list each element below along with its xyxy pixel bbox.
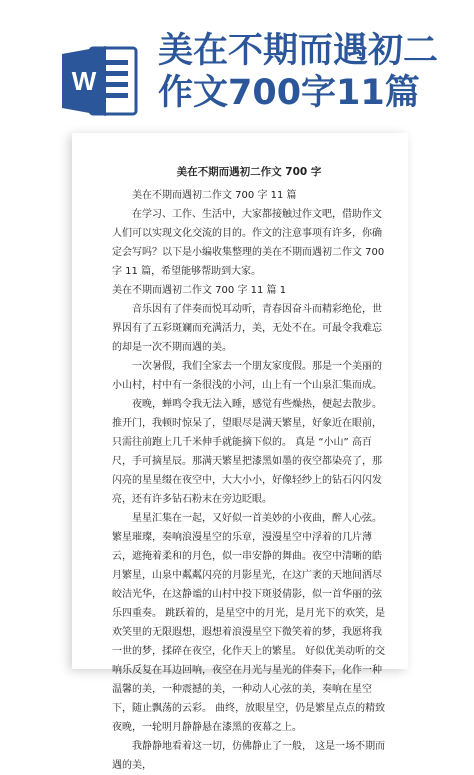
title-line-1: 美在不期而遇初二 — [158, 31, 439, 71]
page-header — [0, 0, 474, 118]
doc-paragraph: 夜晚，蝉鸣令我无法入睡，感觉有些燥热，便起去散步。推开门，我顿时惊呆了，望眼尽是满天繁星，好象近在眼前，只需往前跑上几千米伸手就能摘下似的。 真是 “小山” 高百尺，手可摘星辰。那满天繁星把漆黑如墨的夜空都染亮了，那闪亮的星星缀在夜空中，大大小小，好像轻纱上的钻石闪闪发亮，还有许多钻石粉末在旁边眨眼。 — [112, 399, 382, 505]
doc-paragraph: 星星汇集在一起，又好似一首美妙的小夜曲，醉人心弦。 繁星璀璨，奏响浪漫星空的乐章，漫漫星空中浮着的几片薄云，遮掩着柔和的月色，似一串安静的舞曲。夜空中清晰的皓月繁星，山泉中粼粼闪亮的月影星光，在这广袤的天地间洒尽皎洁光华，在这静谧的山村中投下斑驳倩影，似一首华丽的弦乐四重奏。 跳跃着的，是星空中的月光，是月光下的欢笑，是欢笑里的无限遐想，遐想着浪漫星空下微笑着的梦，我愿将我一世的梦，揉碎在夜空，化作天上的繁星。 好似优美动听的交响乐反复在耳边回响，夜空在月光与星光的伴奏下，化作一种温馨的美，一种震撼的美，一种动人心弦的美，奏响在星空下，随止飘荡的云彩。 曲终，放眼星空，仍是繁星点点的精致夜晚，一轮明月静静悬在漆黑的夜幕之上。 — [112, 513, 386, 733]
doc-subtitle: 美在不期而遇初二作文 700 字 11 篇 — [132, 190, 297, 201]
doc-paragraph: 在学习、工作、生活中，大家都接触过作文吧，借助作文人们可以实现文化交流的目的。作文的注意事项有许多，你确定会写吗？以下是小编收集整理的美在不期而遇初二作文 700 字 11 篇，希望能够帮助到大家。 — [112, 209, 385, 277]
doc-paragraph: 音乐因有了伴奏而悦耳动听，青春因奋斗而精彩绝伦，世界因有了五彩斑斓而充满活力，美，无处不在。可最令我难忘的却是一次不期而遇的美。 — [112, 304, 382, 353]
section-heading: 美在不期而遇初二作文 700 字 11 篇 1 — [112, 285, 287, 296]
document-title: 美在不期而遇初二作文 700 字 — [176, 166, 322, 178]
word-icon — [60, 40, 142, 122]
title-line-2: 作文700字11篇 — [158, 73, 420, 113]
svg-text:W: W — [71, 66, 97, 96]
doc-paragraph: 我静静地看着这一切，仿佛静止了一般， 这是一场不期而遇的美， — [112, 741, 386, 771]
page-title — [158, 30, 458, 114]
doc-paragraph: 一次暑假，我们全家去一个朋友家度假。那是一个美丽的小山村，村中有一条很浅的小河，山上有一个山泉汇集而成。 — [112, 361, 382, 391]
document-page — [72, 133, 408, 771]
document-content — [112, 163, 386, 775]
